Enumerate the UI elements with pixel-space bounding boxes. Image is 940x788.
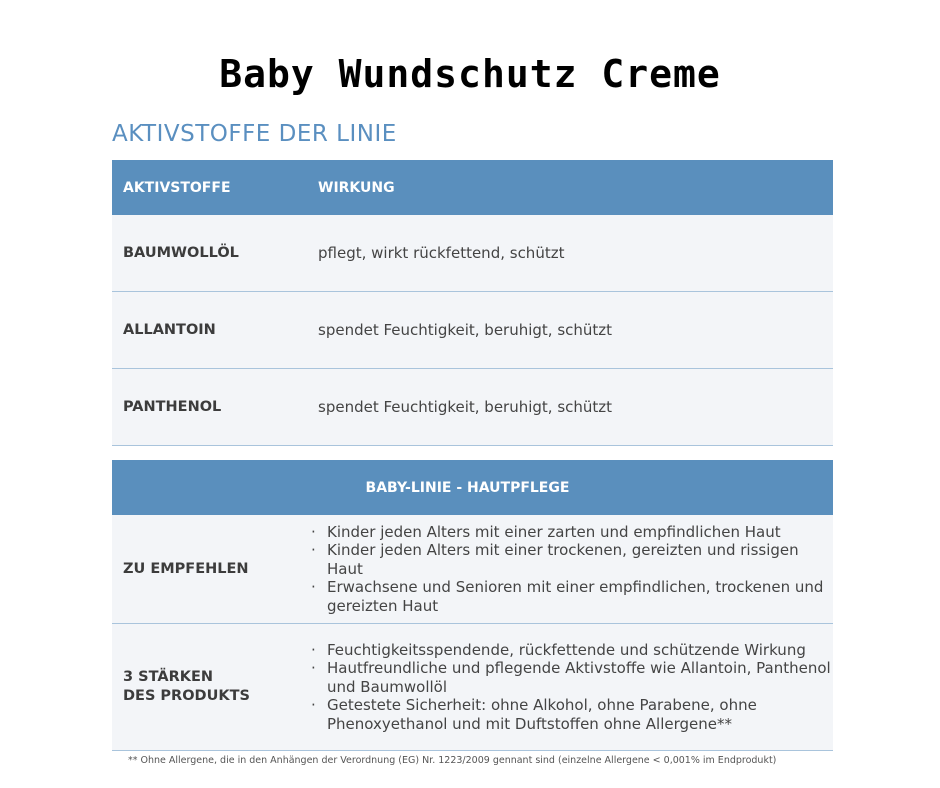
row-label-recommended: ZU EMPFEHLEN bbox=[123, 560, 249, 577]
list-item: · Kinder jeden Alters mit einer zarten und empfindlichen Haut bbox=[307, 523, 833, 542]
list-item: · Kinder jeden Alters mit einer trockenen, gereizten und rissigen Haut bbox=[307, 541, 833, 578]
list-item: · Erwachsene und Senioren mit einer empfindlichen, trockenen und gereizten Haut bbox=[307, 578, 833, 615]
row-label-strengths bbox=[112, 668, 307, 706]
ingredient-effect: pflegt, wirkt rückfettend, schützt bbox=[318, 244, 565, 262]
strengths-list bbox=[307, 641, 833, 734]
table-row bbox=[112, 515, 833, 624]
table-row bbox=[112, 215, 833, 292]
ingredient-name: BAUMWOLLÖL bbox=[123, 245, 239, 261]
list-item: · Getestete Sicherheit: ohne Alkohol, ohne Parabene, ohne Phenoxyethanol und mit Duftstoffen ohne Allergene** bbox=[307, 696, 833, 733]
ingredient-name: PANTHENOL bbox=[123, 399, 222, 415]
table-header bbox=[112, 460, 833, 515]
footnote: ** Ohne Allergene, die in den Anhängen der Verordnung (EG) Nr. 1223/2009 gennant sind (einzelne Allergene < 0,001% im Endprodukt) bbox=[128, 755, 777, 766]
ingredient-effect: spendet Feuchtigkeit, beruhigt, schützt bbox=[318, 398, 613, 416]
ingredient-effect: spendet Feuchtigkeit, beruhigt, schützt bbox=[318, 321, 613, 339]
row-label-strengths-line2: DES PRODUKTS bbox=[123, 688, 250, 704]
list-item: · Feuchtigkeitsspendende, rückfettende und schützende Wirkung bbox=[307, 641, 833, 660]
header-effect: WIRKUNG bbox=[318, 179, 395, 196]
ingredient-name: ALLANTOIN bbox=[123, 322, 216, 338]
list-item: · Hautfreundliche und pflegende Aktivstoffe wie Allantoin, Panthenol und Baumwollöl bbox=[307, 659, 833, 696]
recommended-list bbox=[307, 523, 833, 616]
table-row bbox=[112, 369, 833, 446]
header-product-line: BABY-LINIE - HAUTPFLEGE bbox=[365, 479, 570, 496]
active-ingredients-table bbox=[112, 160, 833, 446]
row-label-strengths-line1: 3 STÄRKEN bbox=[123, 669, 214, 685]
table-row bbox=[112, 292, 833, 369]
header-ingredients: AKTIVSTOFFE bbox=[123, 179, 231, 196]
page-title: Baby Wundschutz Creme bbox=[219, 52, 721, 96]
product-line-table bbox=[112, 460, 833, 751]
table-header bbox=[112, 160, 833, 215]
table-row bbox=[112, 624, 833, 751]
section-heading: AKTIVSTOFFE DER LINIE bbox=[112, 121, 397, 147]
